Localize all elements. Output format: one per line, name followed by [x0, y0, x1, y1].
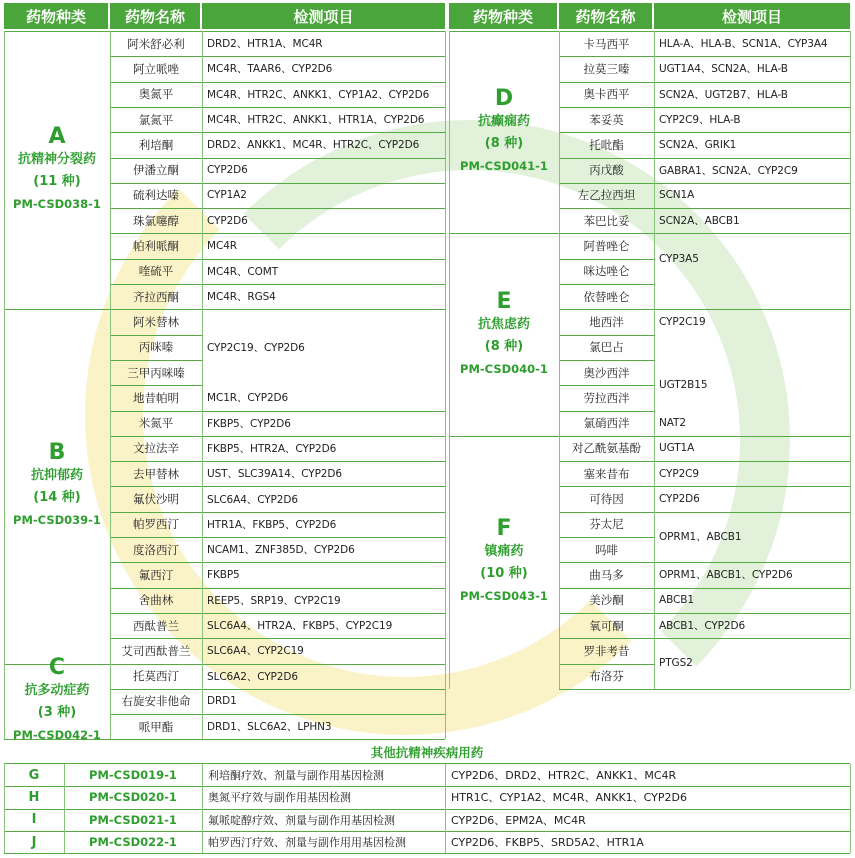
- other-section-title: 其他抗精神疾病用药: [370, 745, 484, 760]
- category-name: 抗焦虑药: [477, 316, 530, 332]
- other-row-description: 氟哌啶醇疗效、剂量与副作用基因检测: [208, 813, 395, 827]
- gene-list: SCN1A: [659, 189, 695, 202]
- grid-line: [559, 689, 850, 690]
- drug-name: 西酞普兰: [133, 618, 179, 633]
- other-row-letter: H: [28, 789, 40, 805]
- category-letter: E: [496, 288, 512, 314]
- grid-line: [202, 764, 203, 853]
- category-letter: D: [494, 86, 514, 112]
- drug-name: 卡马西平: [583, 36, 630, 51]
- drug-name: 氟伏沙明: [133, 492, 179, 507]
- grid-line: [64, 764, 65, 853]
- drug-name: 丙戊酸: [589, 163, 624, 178]
- gene-list: MC4R: [207, 240, 237, 253]
- drug-name: 罗非考昔: [583, 643, 630, 658]
- grid-line: [4, 764, 5, 853]
- other-row-code: PM-CSD021-1: [89, 812, 177, 827]
- gene-list: PTGS2: [659, 657, 693, 670]
- gene-list: OPRM1、ABCB1: [659, 531, 742, 544]
- gene-list: NAT2: [659, 417, 686, 430]
- drug-name: 文拉法辛: [133, 441, 179, 456]
- category-count: (10 种): [480, 566, 528, 582]
- drug-name: 阿米舒必利: [127, 36, 185, 51]
- gene-list: SCN2A、UGT2B7、HLA-B: [659, 88, 788, 101]
- drug-name: 吗啡: [595, 542, 618, 557]
- gene-list: FKBP5: [207, 568, 240, 581]
- category-name: 抗多动症药: [24, 683, 90, 699]
- drug-name: 奥氮平: [138, 87, 174, 102]
- grid-line: [850, 764, 851, 853]
- gene-list: MC4R、RGS4: [207, 291, 276, 304]
- gene-list: ABCB1: [659, 594, 694, 607]
- category-name: 抗抑郁药: [30, 468, 83, 484]
- column-header: 检测项目: [654, 3, 850, 29]
- gene-list: DRD1、SLC6A2、LPHN3: [207, 721, 332, 734]
- category-code: PM-CSD043-1: [460, 589, 548, 604]
- category-letter: F: [496, 516, 512, 542]
- gene-list: SLC6A4、HTR2A、FKBP5、CYP2C19: [207, 620, 393, 633]
- drug-name: 苯巴比妥: [583, 213, 630, 228]
- drug-name: 去甲替林: [133, 466, 179, 481]
- gene-list: CYP2D6: [207, 214, 248, 227]
- drug-name: 三甲丙咪嗪: [127, 365, 185, 380]
- drug-name: 喹硫平: [138, 264, 174, 279]
- drug-name: 哌甲酯: [138, 719, 174, 734]
- category-code: PM-CSD042-1: [13, 728, 101, 743]
- drug-name: 右旋安非他命: [121, 694, 191, 709]
- other-row-description: 奥氮平疗效与副作用基因检测: [208, 791, 351, 805]
- gene-list: CYP2C9: [659, 467, 699, 480]
- column-header: 药物种类: [4, 3, 108, 29]
- other-row-genes: CYP2D6、DRD2、HTR2C、ANKK1、MC4R: [451, 769, 677, 783]
- other-row-code: PM-CSD022-1: [89, 835, 177, 850]
- gene-list: SCN2A、GRIK1: [659, 139, 737, 152]
- drug-name: 艾司西酞普兰: [121, 643, 191, 658]
- gene-list: CYP2C19、CYP2D6: [207, 341, 305, 354]
- drug-name: 氯巴占: [589, 340, 624, 355]
- gene-list: DRD2、ANKK1、MC4R、HTR2C、CYP2D6: [207, 139, 420, 152]
- gene-list: CYP2C9、HLA-B: [659, 114, 741, 127]
- drug-name: 曲马多: [589, 567, 624, 582]
- category-name: 抗精神分裂药: [17, 152, 96, 168]
- column-header: 药物种类: [449, 3, 557, 29]
- drug-name: 地昔帕明: [133, 390, 179, 405]
- gene-list: HLA-A、HLA-B、SCN1A、CYP3A4: [659, 38, 828, 51]
- drug-name: 氟西汀: [138, 567, 174, 582]
- drug-name: 舍曲林: [138, 593, 174, 608]
- drug-name: 地西泮: [589, 314, 624, 329]
- gene-list: GABRA1、SCN2A、CYP2C9: [659, 164, 798, 177]
- gene-list: MC4R、HTR2C、ANKK1、HTR1A、CYP2D6: [207, 114, 425, 127]
- drug-name: 拉莫三嗪: [583, 61, 630, 76]
- drug-name: 氯硝西泮: [583, 416, 630, 431]
- category-name: 镇痛药: [484, 544, 524, 560]
- gene-list: UST、SLC39A14、CYP2D6: [207, 468, 342, 481]
- drug-name: 劳拉西泮: [583, 390, 630, 405]
- drug-name: 奥沙西泮: [583, 365, 630, 380]
- drug-name: 苯妥英: [589, 112, 624, 127]
- gene-list: CYP2C19: [659, 315, 706, 328]
- category-code: PM-CSD038-1: [13, 197, 101, 212]
- drug-name: 托莫西汀: [133, 669, 179, 684]
- drug-name: 左乙拉西坦: [577, 188, 636, 203]
- drug-name: 伊潘立酮: [133, 163, 179, 178]
- drug-name: 硫利达嗪: [133, 188, 179, 203]
- category-block: [449, 233, 559, 435]
- category-code: PM-CSD041-1: [460, 159, 548, 174]
- drug-name: 齐拉西酮: [133, 289, 179, 304]
- other-row-letter: G: [28, 767, 40, 783]
- category-block: [4, 655, 110, 743]
- category-code: PM-CSD039-1: [13, 513, 101, 528]
- drug-name: 美沙酮: [589, 593, 624, 608]
- gene-list: CYP2D6: [659, 493, 700, 506]
- category-name: 抗癫痫药: [477, 114, 530, 130]
- category-code: PM-CSD040-1: [460, 361, 548, 376]
- category-letter: C: [48, 655, 66, 681]
- category-count: (8 种): [484, 338, 524, 354]
- gene-list: SLC6A4、CYP2C19: [207, 645, 304, 658]
- drug-name: 依替唑仑: [583, 289, 630, 304]
- category-block: [449, 31, 559, 233]
- gene-list: FKBP5、HTR2A、CYP2D6: [207, 442, 337, 455]
- grid-line: [850, 31, 851, 689]
- gene-list: UGT1A: [659, 442, 695, 455]
- drug-name: 阿米替林: [133, 314, 179, 329]
- drug-name: 阿普唑仑: [583, 239, 630, 254]
- column-header: 检测项目: [202, 3, 445, 29]
- gene-list: DRD1: [207, 695, 237, 708]
- gene-list: CYP2D6: [207, 164, 248, 177]
- other-row-description: 利培酮疗效、剂量与副作用基因检测: [208, 769, 384, 783]
- gene-list: UGT2B15: [659, 379, 708, 392]
- gene-list: HTR1A、FKBP5、CYP2D6: [207, 518, 337, 531]
- drug-name: 米氮平: [138, 416, 174, 431]
- drug-name: 丙咪嗪: [138, 340, 174, 355]
- other-row-genes: CYP2D6、EPM2A、MC4R: [451, 813, 586, 827]
- grid-line: [445, 31, 446, 739]
- other-row-code: PM-CSD020-1: [89, 790, 177, 805]
- category-block: [449, 436, 559, 689]
- gene-list: NCAM1、ZNF385D、CYP2D6: [207, 544, 355, 557]
- gene-list: MC4R、COMT: [207, 265, 279, 278]
- other-row-genes: CYP2D6、FKBP5、SRD5A2、HTR1A: [451, 836, 644, 850]
- category-letter: A: [48, 124, 66, 150]
- gene-list: MC4R、HTR2C、ANKK1、CYP1A2、CYP2D6: [207, 88, 430, 101]
- category-count: (8 种): [484, 136, 524, 152]
- drug-name: 氯氮平: [138, 112, 174, 127]
- drug-name: 咪达唑仑: [583, 264, 630, 279]
- drug-name: 帕罗西汀: [133, 517, 179, 532]
- drug-name: 奥卡西平: [583, 87, 630, 102]
- grid-line: [4, 853, 850, 854]
- drug-name: 利培酮: [138, 137, 174, 152]
- category-count: (11 种): [33, 174, 81, 190]
- gene-list: SLC6A2、CYP2D6: [207, 670, 298, 683]
- gene-list: ABCB1、CYP2D6: [659, 620, 746, 633]
- category-block: [4, 309, 110, 663]
- gene-list: REEP5、SRP19、CYP2C19: [207, 594, 341, 607]
- gene-list: UGT1A4、SCN2A、HLA-B: [659, 63, 788, 76]
- grid-line: [445, 764, 446, 853]
- drug-name: 珠氯噻醇: [133, 213, 179, 228]
- drug-name: 氧可酮: [589, 618, 624, 633]
- drug-name: 塞来昔布: [583, 466, 630, 481]
- other-row-letter: I: [31, 812, 37, 828]
- category-block: [4, 31, 110, 309]
- gene-list: MC4R、TAAR6、CYP2D6: [207, 63, 333, 76]
- gene-list: SCN2A、ABCB1: [659, 215, 740, 228]
- category-count: (14 种): [33, 490, 81, 506]
- drug-name: 对乙酰氨基酚: [572, 441, 641, 456]
- gene-list: OPRM1、ABCB1、CYP2D6: [659, 569, 793, 582]
- drug-name: 布洛芬: [589, 669, 624, 684]
- other-row-genes: HTR1C、CYP1A2、MC4R、ANKK1、CYP2D6: [451, 791, 687, 805]
- drug-name: 芬太尼: [589, 517, 624, 532]
- gene-list: SLC6A4、CYP2D6: [207, 493, 298, 506]
- gene-list: MC1R、CYP2D6: [207, 392, 289, 405]
- gene-list: FKBP5、CYP2D6: [207, 417, 291, 430]
- column-header: 药物名称: [110, 3, 200, 29]
- drug-name: 帕利哌酮: [133, 239, 179, 254]
- drug-name: 托吡酯: [589, 137, 624, 152]
- other-row-code: PM-CSD019-1: [89, 768, 177, 783]
- gene-list: DRD2、HTR1A、MC4R: [207, 38, 323, 51]
- drug-name: 阿立哌唑: [133, 61, 179, 76]
- drug-name: 度洛西汀: [133, 542, 179, 557]
- gene-list: CYP3A5: [659, 252, 699, 265]
- column-header: 药物名称: [559, 3, 652, 29]
- category-letter: B: [48, 440, 66, 466]
- gene-list: CYP1A2: [207, 189, 247, 202]
- category-count: (3 种): [37, 705, 77, 721]
- other-row-description: 帕罗西汀疗效、剂量与副作用用基因检测: [208, 836, 406, 850]
- other-row-letter: J: [31, 834, 37, 850]
- drug-name: 可待因: [589, 492, 624, 507]
